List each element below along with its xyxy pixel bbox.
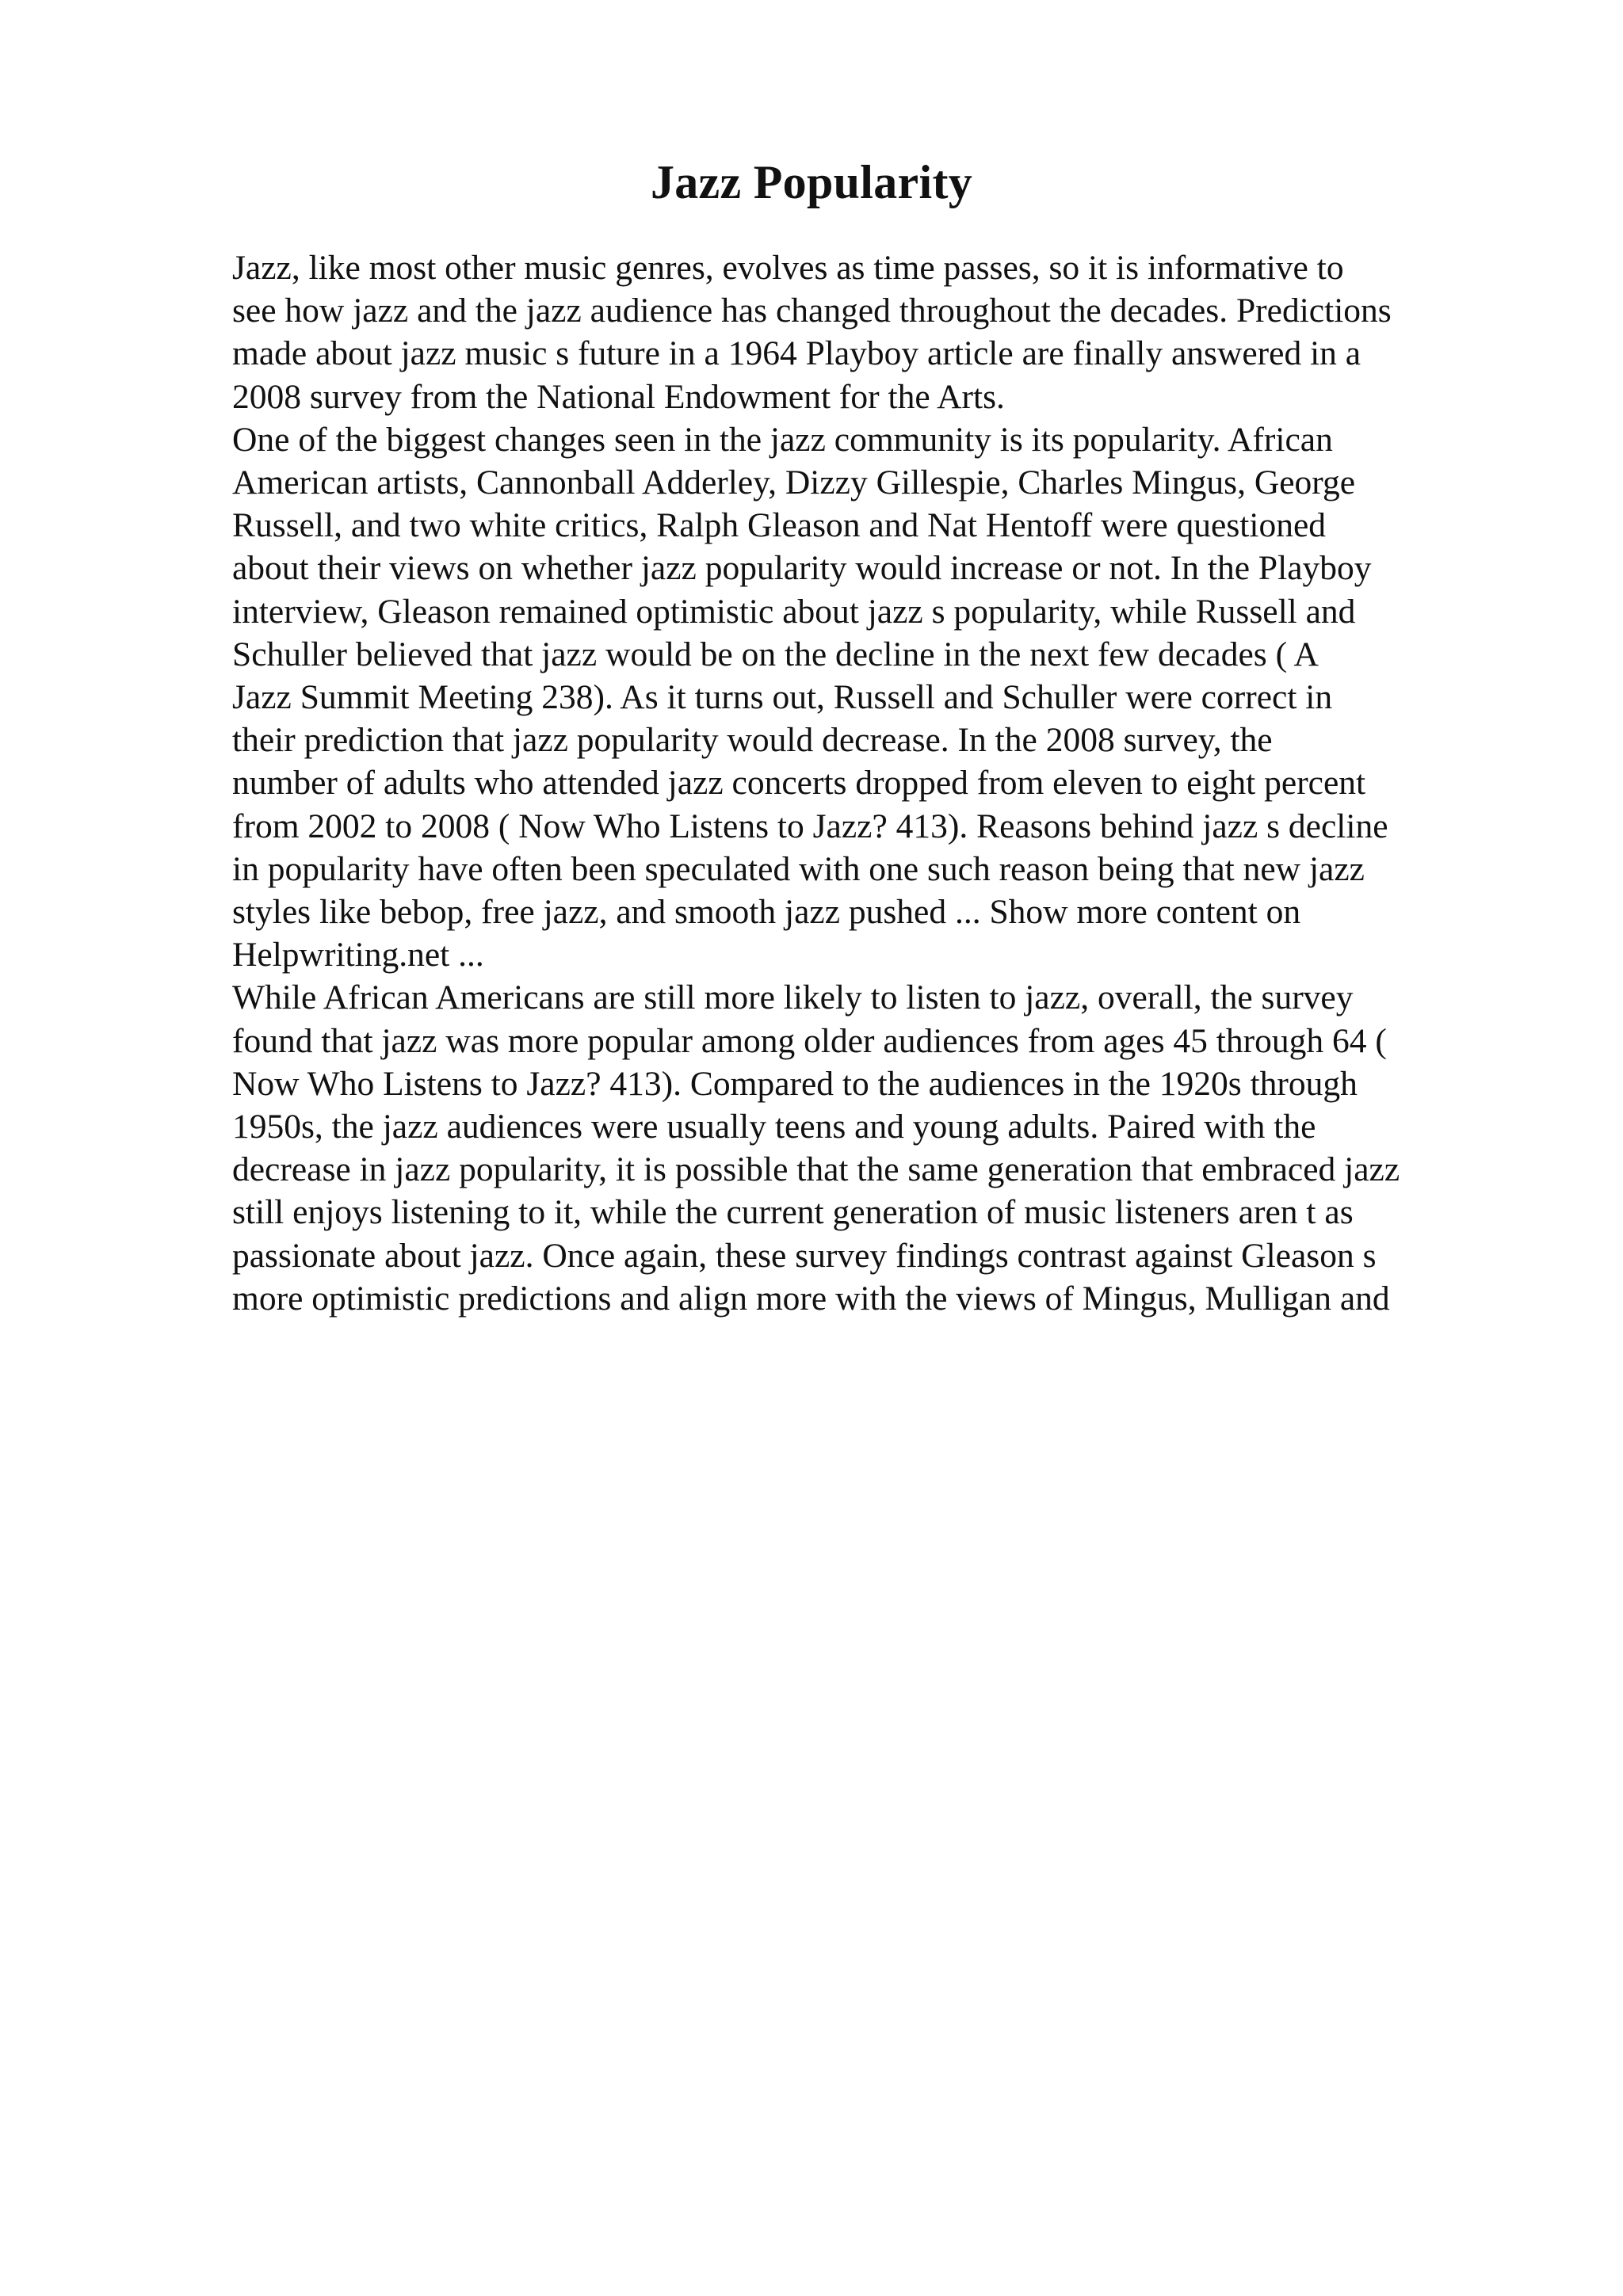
body-line: found that jazz was more popular among older audiences from ages 45 through 64 ( — [232, 1021, 1387, 1060]
body-line: still enjoys listening to it, while the current generation of music listeners aren t as — [232, 1193, 1354, 1232]
body-line: decrease in jazz popularity, it is possible that the same generation that embraced jazz — [232, 1150, 1400, 1189]
body-line: more optimistic predictions and align more with the views of Mingus, Mulligan and — [232, 1279, 1390, 1318]
body-line: Helpwriting.net ... — [232, 936, 484, 974]
body-line: styles like bebop, free jazz, and smooth jazz pushed ... Show more content on — [232, 893, 1301, 932]
body-line: 2008 survey from the National Endowment for the Arts. — [232, 377, 1005, 416]
body-line: made about jazz music s future in a 1964 Playboy article are finally answered in a — [232, 334, 1361, 373]
body-line: American artists, Cannonball Adderley, Dizzy Gillespie, Charles Mingus, George — [232, 463, 1356, 502]
body-line: in popularity have often been speculated with one such reason being that new jazz — [232, 849, 1365, 888]
document-title: Jazz Popularity — [650, 156, 973, 208]
body-line: from 2002 to 2008 ( Now Who Listens to Jazz? 413). Reasons behind jazz s decline — [232, 807, 1388, 845]
body-line: see how jazz and the jazz audience has changed throughout the decades. Predictions — [232, 292, 1392, 330]
body-line: their prediction that jazz popularity would decrease. In the 2008 survey, the — [232, 721, 1273, 760]
body-line: Russell, and two white critics, Ralph Gleason and Nat Hentoff were questioned — [232, 506, 1326, 545]
body-line: number of adults who attended jazz concerts dropped from eleven to eight percent — [232, 764, 1366, 803]
body-line: about their views on whether jazz popularity would increase or not. In the Playboy — [232, 549, 1372, 588]
body-line: Now Who Listens to Jazz? 413). Compared to the audiences in the 1920s through — [232, 1064, 1358, 1103]
body-line: Schuller believed that jazz would be on the decline in the next few decades ( A — [232, 635, 1319, 673]
body-line: While African Americans are still more likely to listen to jazz, overall, the survey — [232, 978, 1354, 1017]
body-line: One of the biggest changes seen in the jazz community is its popularity. African — [232, 420, 1333, 459]
document-body — [232, 246, 1500, 1320]
body-line: Jazz, like most other music genres, evolves as time passes, so it is informative to — [232, 249, 1344, 287]
body-line: 1950s, the jazz audiences were usually teens and young adults. Paired with the — [232, 1108, 1316, 1146]
body-line: Jazz Summit Meeting 238). As it turns out, Russell and Schuller were correct in — [232, 678, 1333, 717]
body-line: interview, Gleason remained optimistic about jazz s popularity, while Russell and — [232, 592, 1356, 631]
body-line: passionate about jazz. Once again, these survey findings contrast against Gleason s — [232, 1236, 1377, 1275]
